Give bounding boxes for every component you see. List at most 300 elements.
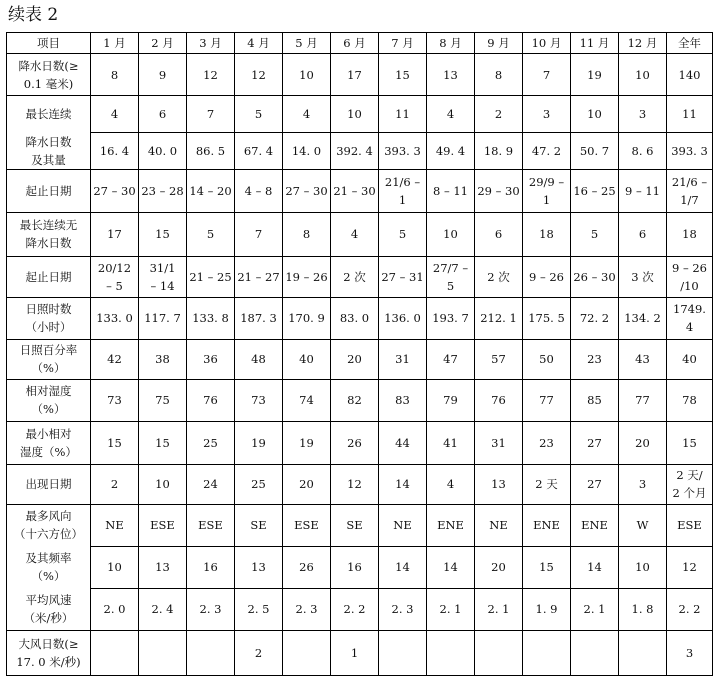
data-cell [283,339,331,379]
table-row [7,297,713,339]
data-cell [667,339,713,379]
data-cell [475,297,523,339]
cell-line: 76 [203,393,218,407]
cell-line: 7 [254,227,263,241]
data-cell [283,256,331,297]
cell-line: 16 [203,560,218,574]
row-label [7,379,91,421]
data-cell [187,630,235,675]
cell-line: 393. 3 [384,143,421,158]
table-row [7,588,713,630]
cell-line: 2. 1 [487,602,510,616]
cell-line: NE [489,518,508,532]
header-month: 8 月 [427,33,475,54]
cell-line: 18. 9 [483,143,514,158]
cell-line: 2 次 [487,269,510,284]
data-cell [571,297,619,339]
cell-line: 2. 3 [391,602,414,616]
header-month: 6 月 [331,33,379,54]
cell-line: 19 – 26 [285,269,328,284]
data-cell [235,504,283,546]
data-cell [91,54,139,96]
cell-line: W [636,518,649,532]
data-cell [523,256,571,297]
data-cell [235,256,283,297]
data-cell [427,297,475,339]
data-cell [91,630,139,675]
table-row [7,379,713,421]
cell-line: 49. 4 [435,143,466,158]
data-cell [91,339,139,379]
cell-line: 43 [635,352,650,366]
cell-line: 1. 9 [535,602,558,616]
cell-line: 6 [158,107,167,121]
data-cell [283,297,331,339]
cell-line: 13 [251,560,266,574]
cell-line: 12 [251,67,266,82]
cell-line: 27 [587,477,602,491]
cell-line: 2 天 [535,477,558,491]
data-cell [139,169,187,212]
cell-line: 38 [155,352,170,366]
cell-line: 26 [299,560,314,574]
cell-line: 8 [302,227,311,241]
header-row [7,33,713,54]
data-cell [235,339,283,379]
data-cell [331,546,379,588]
cell-line: 2. 0 [103,602,126,616]
row-label [7,169,91,212]
cell-line: 1. 8 [631,602,654,616]
data-cell [91,464,139,504]
cell-line: 2. 3 [199,602,222,616]
data-cell [187,212,235,256]
cell-line: 19 [587,67,602,82]
cell-line: 2 个月 [672,486,707,500]
cell-line: 74 [299,393,314,407]
cell-line: 10 [347,107,362,121]
header-month: 5 月 [283,33,331,54]
data-cell [427,54,475,96]
data-cell [667,630,713,675]
data-cell [427,96,475,133]
data-cell [331,54,379,96]
data-cell [619,256,667,297]
cell-line: 23 [587,352,602,366]
data-cell [667,256,713,297]
data-cell [91,546,139,588]
cell-line: 77 [635,393,650,407]
cell-line: 3 [685,645,694,660]
data-cell [619,133,667,170]
cell-line: 11 [395,107,410,121]
cell-line: 78 [682,393,697,407]
data-cell [139,96,187,133]
header-month: 4 月 [235,33,283,54]
data-cell [379,504,427,546]
cell-line: 15 [539,560,554,574]
cell-line: 47. 2 [531,143,562,158]
data-cell [187,54,235,96]
data-cell [427,339,475,379]
cell-line: 9 [158,67,167,82]
data-cell [91,212,139,256]
data-cell [235,421,283,464]
cell-line: 85 [587,393,602,407]
data-cell [331,96,379,133]
cell-line: 5 [206,227,215,241]
data-cell [667,169,713,212]
cell-line: 3 次 [631,269,654,284]
data-cell [235,297,283,339]
cell-line: SE [346,518,363,532]
table-row [7,504,713,546]
data-cell [283,96,331,133]
data-cell [523,379,571,421]
data-cell [619,96,667,133]
data-cell [667,297,713,339]
data-cell [379,379,427,421]
row-label-line: 日照时数 [25,302,72,316]
cell-line: – 14 [150,278,175,293]
cell-line: 15 [155,435,170,450]
cell-line: 79 [443,393,458,407]
data-cell [283,421,331,464]
data-cell [91,379,139,421]
header-month: 12 月 [619,33,667,54]
cell-line: 12 [682,560,697,574]
cell-line: 16. 4 [99,143,130,158]
cell-line: 5 [590,227,599,241]
cell-line: 2 [254,645,263,660]
table-row [7,464,713,504]
data-cell [283,379,331,421]
data-cell [91,588,139,630]
data-cell [619,421,667,464]
row-label-line: （%） [31,402,66,416]
cell-line: 50. 7 [579,143,610,158]
row-label-line: 17. 0 米/秒) [16,654,81,669]
data-cell [475,630,523,675]
cell-line: 6 [494,227,503,241]
cell-line: ESE [677,518,702,532]
cell-line: 21/6 – 1 [384,174,421,207]
data-cell [91,256,139,297]
data-cell [187,96,235,133]
data-cell [139,588,187,630]
cell-line: 1/7 [680,192,699,207]
row-label [7,256,91,297]
cell-line: 36 [203,352,218,366]
data-cell [667,421,713,464]
header-item: 项目 [7,33,91,54]
cell-line: 27/7 – 5 [432,260,469,293]
cell-line: 134. 2 [624,311,661,325]
header-month: 11 月 [571,33,619,54]
data-cell [619,339,667,379]
cell-line: 21/6 – [671,174,708,189]
data-cell [91,133,139,170]
row-label-line: （十六方位） [14,527,83,542]
data-cell [523,630,571,675]
row-label-line: 最长连续无 [19,218,78,232]
data-cell [91,421,139,464]
data-cell [427,256,475,297]
data-cell [571,504,619,546]
data-cell [667,133,713,170]
data-cell [667,546,713,588]
data-cell [475,464,523,504]
data-cell [571,421,619,464]
data-cell [523,297,571,339]
data-cell [475,379,523,421]
data-cell [379,297,427,339]
cell-line: 29 – 30 [477,183,520,198]
cell-line: 27 – 30 [93,183,136,198]
data-cell [523,212,571,256]
row-label-line: 降水日数 [25,236,72,250]
data-cell [571,630,619,675]
cell-line: 27 – 30 [285,183,328,198]
cell-line: 13 [443,67,458,82]
cell-line: 14 [395,477,410,491]
cell-line: 8 [494,67,503,82]
data-cell [427,379,475,421]
cell-line: 41 [443,435,458,450]
cell-line: 42 [107,352,122,366]
data-cell [331,588,379,630]
cell-line: 77 [539,393,554,407]
data-cell [619,297,667,339]
cell-line: 21 – 25 [189,269,232,284]
cell-line: 17 [347,67,362,82]
cell-line: 47 [443,352,458,366]
cell-line: 5 [398,227,407,241]
cell-line: 15 [682,435,697,450]
cell-line: 40 [299,352,314,366]
row-label [7,54,91,96]
cell-line: 10 [587,107,602,121]
table-row [7,169,713,212]
data-cell [139,297,187,339]
cell-line: 170. 9 [288,311,325,325]
data-cell [187,421,235,464]
row-label-line: 降水日数 [25,134,72,149]
cell-line: 20 [635,435,650,450]
header-month: 1 月 [91,33,139,54]
data-cell [523,133,571,170]
data-cell [187,379,235,421]
data-cell [379,464,427,504]
data-cell [427,588,475,630]
data-cell [427,630,475,675]
cell-line: 10 [107,560,122,574]
data-cell [235,96,283,133]
data-cell [139,379,187,421]
row-label [7,630,91,675]
cell-line: 393. 3 [671,143,708,158]
data-cell [283,546,331,588]
row-label-line: （小时） [25,320,72,334]
cell-line: 193. 7 [432,311,469,325]
cell-line: 2 [494,107,503,121]
table-row [7,212,713,256]
row-label [7,133,91,170]
data-cell [619,504,667,546]
data-cell [379,256,427,297]
data-cell [235,546,283,588]
data-cell [571,588,619,630]
cell-line: 48 [251,352,266,366]
cell-line: 14 [443,560,458,574]
data-cell [139,546,187,588]
cell-line: 15 [107,435,122,450]
data-cell [331,339,379,379]
data-cell [235,464,283,504]
cell-line: 1749. 4 [673,302,706,334]
header-month: 2 月 [139,33,187,54]
cell-line: 2. 2 [678,602,701,616]
data-cell [139,339,187,379]
cell-line: 3 [638,477,647,491]
cell-line: 20 [299,477,314,491]
data-cell [571,546,619,588]
data-cell [523,546,571,588]
cell-line: 3 [638,107,647,121]
row-label-line: （%） [31,569,66,583]
data-cell [187,504,235,546]
cell-line: 140 [678,67,701,82]
data-cell [475,133,523,170]
cell-line: 24 [203,477,218,491]
data-cell [667,212,713,256]
data-cell [571,256,619,297]
row-label-line: 及其量 [31,152,66,167]
table-row [7,630,713,675]
row-label-line: 平均风速 [25,592,72,607]
table-row [7,133,713,170]
cell-line: 2 次 [343,269,366,284]
data-cell [619,212,667,256]
data-cell [523,96,571,133]
row-label-line: 日照百分率 [19,343,78,357]
data-cell [427,421,475,464]
cell-line: 2 天/ [676,468,703,482]
cell-line: 25 [203,435,218,450]
data-cell [187,546,235,588]
cell-line: 7 [206,107,215,121]
cell-line: 2 [110,477,119,491]
cell-line: 20/12 [97,260,132,275]
data-cell [139,133,187,170]
cell-line: 21 – 30 [333,183,376,198]
data-cell [331,297,379,339]
data-cell [427,169,475,212]
data-cell [427,504,475,546]
cell-line: /10 [680,278,699,293]
data-cell [283,630,331,675]
data-cell [139,630,187,675]
cell-line: 10 [635,67,650,82]
row-label [7,421,91,464]
data-cell [475,212,523,256]
cell-line: 10 [635,560,650,574]
data-cell [523,464,571,504]
row-label [7,464,91,504]
cell-line: 19 [299,435,314,450]
cell-line: 57 [491,352,506,366]
data-cell [523,54,571,96]
data-cell [187,256,235,297]
data-cell [283,464,331,504]
data-cell [427,212,475,256]
row-label [7,212,91,256]
row-label-line: （米/秒） [23,610,74,625]
data-cell [619,464,667,504]
data-cell [379,96,427,133]
data-cell [187,588,235,630]
cell-line: 44 [395,435,410,450]
cell-line: 15 [395,67,410,82]
cell-line: 31 [395,352,410,366]
data-cell [331,256,379,297]
row-label [7,546,91,588]
row-label [7,297,91,339]
cell-line: 2. 1 [439,602,462,616]
data-cell [139,54,187,96]
row-label-line: 大风日数(≥ [18,636,79,651]
cell-line: 1 [350,645,359,660]
cell-line: 117. 7 [144,311,181,325]
cell-line: ESE [150,518,175,532]
data-cell [379,630,427,675]
cell-line: 2. 3 [295,602,318,616]
table-caption: 续表 2 [8,5,59,25]
data-cell [427,133,475,170]
data-cell [571,379,619,421]
data-cell [91,169,139,212]
cell-line: 9 – 26 [671,260,707,275]
row-label-line: 0.1 毫米) [23,76,74,91]
data-cell [283,169,331,212]
data-cell [571,169,619,212]
cell-line: 26 [347,435,362,450]
data-cell [619,546,667,588]
row-label-line: 最长连续 [25,107,72,122]
cell-line: 8 [110,67,119,82]
cell-line: 73 [251,393,266,407]
data-cell [379,546,427,588]
data-cell [139,464,187,504]
table-row [7,54,713,96]
cell-line: 75 [155,393,170,407]
cell-line: 4 – 8 [244,183,273,198]
cell-line: 27 – 31 [381,269,424,284]
cell-line: 10 [443,227,458,241]
table-row [7,256,713,297]
cell-line: 40. 0 [147,143,178,158]
cell-line: 86. 5 [195,143,226,158]
cell-line: 2. 1 [583,602,606,616]
cell-line: 14. 0 [291,143,322,158]
data-cell [619,588,667,630]
data-cell [427,546,475,588]
row-label-line: 起止日期 [25,183,72,198]
data-cell [475,588,523,630]
cell-line: 20 [491,560,506,574]
cell-line: 13 [155,560,170,574]
data-cell [379,169,427,212]
